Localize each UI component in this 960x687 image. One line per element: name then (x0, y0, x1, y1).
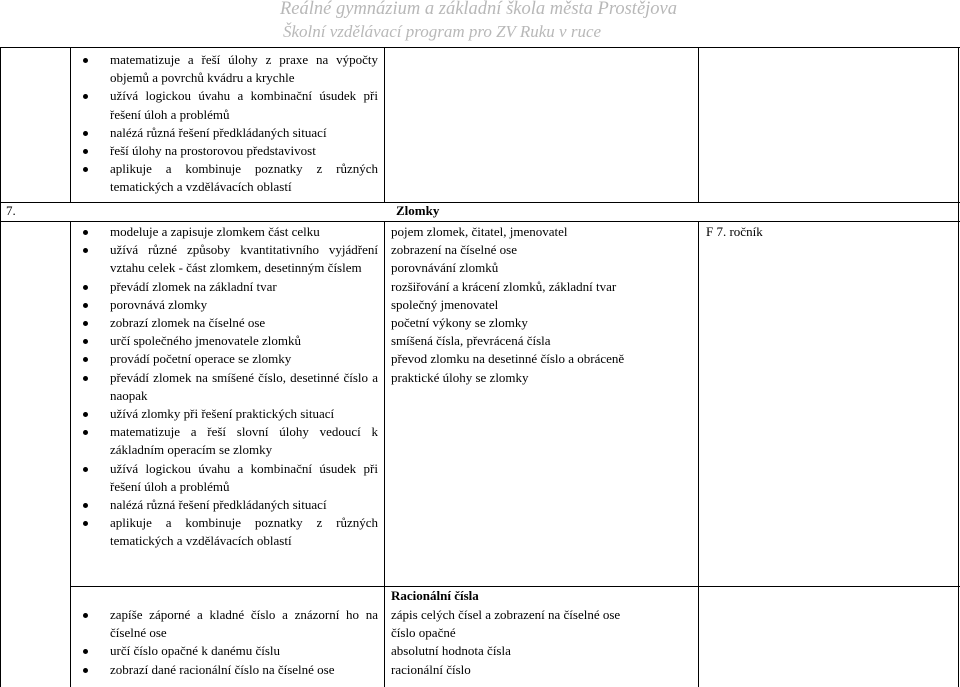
bullet-icon (83, 376, 88, 381)
list-item: řeší úlohy na prostorovou představivost (110, 142, 378, 160)
content-item: početní výkony se zlomky (391, 315, 528, 331)
list-item: užívá zlomky při řešení praktických situací (110, 405, 378, 423)
content-item: pojem zlomek, čitatel, jmenovatel (391, 224, 568, 239)
list-item: matematizuje a řeší slovní úlohy vedoucí k základním operacím se zlomky (110, 423, 378, 459)
list-item: převádí zlomek na základní tvar (110, 278, 378, 296)
section-divider-bottom (0, 221, 960, 222)
bullet-icon (83, 613, 88, 618)
list-item: provádí početní operace se zlomky (110, 350, 378, 368)
content-item: praktické úlohy se zlomky (391, 369, 529, 385)
list-item: převádí zlomek na smíšené číslo, desetinné číslo a naopak (110, 369, 378, 405)
rational-outcomes-list (110, 606, 378, 679)
content-item: zápis celých čísel a zobrazení na číselné ose (391, 607, 621, 622)
content-item: společný jmenovatel (391, 296, 499, 312)
list-item: aplikuje a kombinuje poznatky z různých tematických a vzdělávacích oblastí (110, 514, 378, 550)
content-item: absolutní hodnota čísla (391, 643, 511, 659)
bullet-icon (83, 248, 88, 253)
bullet-icon (83, 303, 88, 308)
bullet-icon (83, 94, 88, 99)
content-item: rozšiřování a krácení zlomků, základní tvar (391, 278, 617, 294)
section-divider-top (0, 202, 960, 203)
column-divider-2 (384, 47, 385, 202)
content-item: číslo opačné (391, 625, 456, 641)
section-number: 7. (6, 203, 16, 218)
content-item: smíšená čísla, převrácená čísla (391, 333, 551, 349)
list-item: zapíše záporné a kladné číslo a znázorní ho na číselné ose (110, 606, 378, 642)
bullet-icon (83, 339, 88, 344)
list-item: porovnává zlomky (110, 296, 378, 314)
rational-title: Racionální čísla (391, 588, 479, 603)
bullet-icon (83, 521, 88, 526)
list-item: zobrazí dané racionální číslo na číselné ose (110, 661, 378, 679)
content-item: porovnávání zlomků (391, 260, 499, 276)
table-right-border (958, 47, 959, 687)
column-divider-3 (698, 47, 699, 202)
list-item: matematizuje a řeší úlohy z praxe na výpočty objemů a povrchů kvádru a krychle (110, 51, 378, 87)
bullet-icon (83, 430, 88, 435)
bullet-icon (83, 649, 88, 654)
bullet-icon (83, 668, 88, 673)
content-item: zobrazení na číselné ose (391, 242, 517, 258)
bullet-icon (83, 149, 88, 154)
bullet-icon (83, 131, 88, 136)
list-item: určí číslo opačné k danému číslu (110, 642, 378, 660)
bullet-icon (83, 230, 88, 235)
school-name: Reálné gymnázium a základní škola města Prostějova (280, 0, 678, 19)
content-item: převod zlomku na desetinné číslo a obráceně (391, 351, 625, 367)
section-title: Zlomky (396, 203, 440, 218)
list-item: užívá různé způsoby kvantitativního vyjádření vztahu celek - část zlomkem, desetinným číslem (110, 241, 378, 277)
bullet-icon (83, 167, 88, 172)
bullet-icon (83, 357, 88, 362)
list-item: nalézá různá řešení předkládaných situací (110, 124, 378, 142)
section7-outcomes-list (110, 223, 378, 551)
list-item: zobrazí zlomek na číselné ose (110, 314, 378, 332)
bullet-icon (83, 412, 88, 417)
list-item: určí společného jmenovatele zlomků (110, 332, 378, 350)
list-item: aplikuje a kombinuje poznatky z různých tematických a vzdělávacích oblastí (110, 160, 378, 196)
table-left-border (0, 47, 1, 687)
list-item: užívá logickou úvahu a kombinační úsudek při řešení úloh a problémů (110, 460, 378, 496)
grade-note: F 7. ročník (706, 224, 763, 239)
list-item: modeluje a zapisuje zlomkem část celku (110, 223, 378, 241)
rational-row-divider (70, 586, 960, 587)
column-divider-1 (70, 47, 71, 202)
list-item: užívá logickou úvahu a kombinační úsudek při řešení úloh a problémů (110, 87, 378, 123)
column-divider-3b (698, 221, 699, 687)
list-item: nalézá různá řešení předkládaných situací (110, 496, 378, 514)
bullet-icon (83, 503, 88, 508)
program-name: Školní vzdělávací program pro ZV Ruku v ruce (283, 22, 602, 41)
content-item: racionální číslo (391, 661, 471, 677)
bullet-icon (83, 467, 88, 472)
rational-content (391, 606, 696, 679)
table-top-border (0, 47, 960, 48)
top-outcomes-list (110, 51, 378, 197)
bullet-icon (83, 58, 88, 63)
section7-content (391, 223, 696, 387)
bullet-icon (83, 321, 88, 326)
bullet-icon (83, 285, 88, 290)
column-divider-2b (384, 221, 385, 687)
column-divider-1b (70, 221, 71, 687)
